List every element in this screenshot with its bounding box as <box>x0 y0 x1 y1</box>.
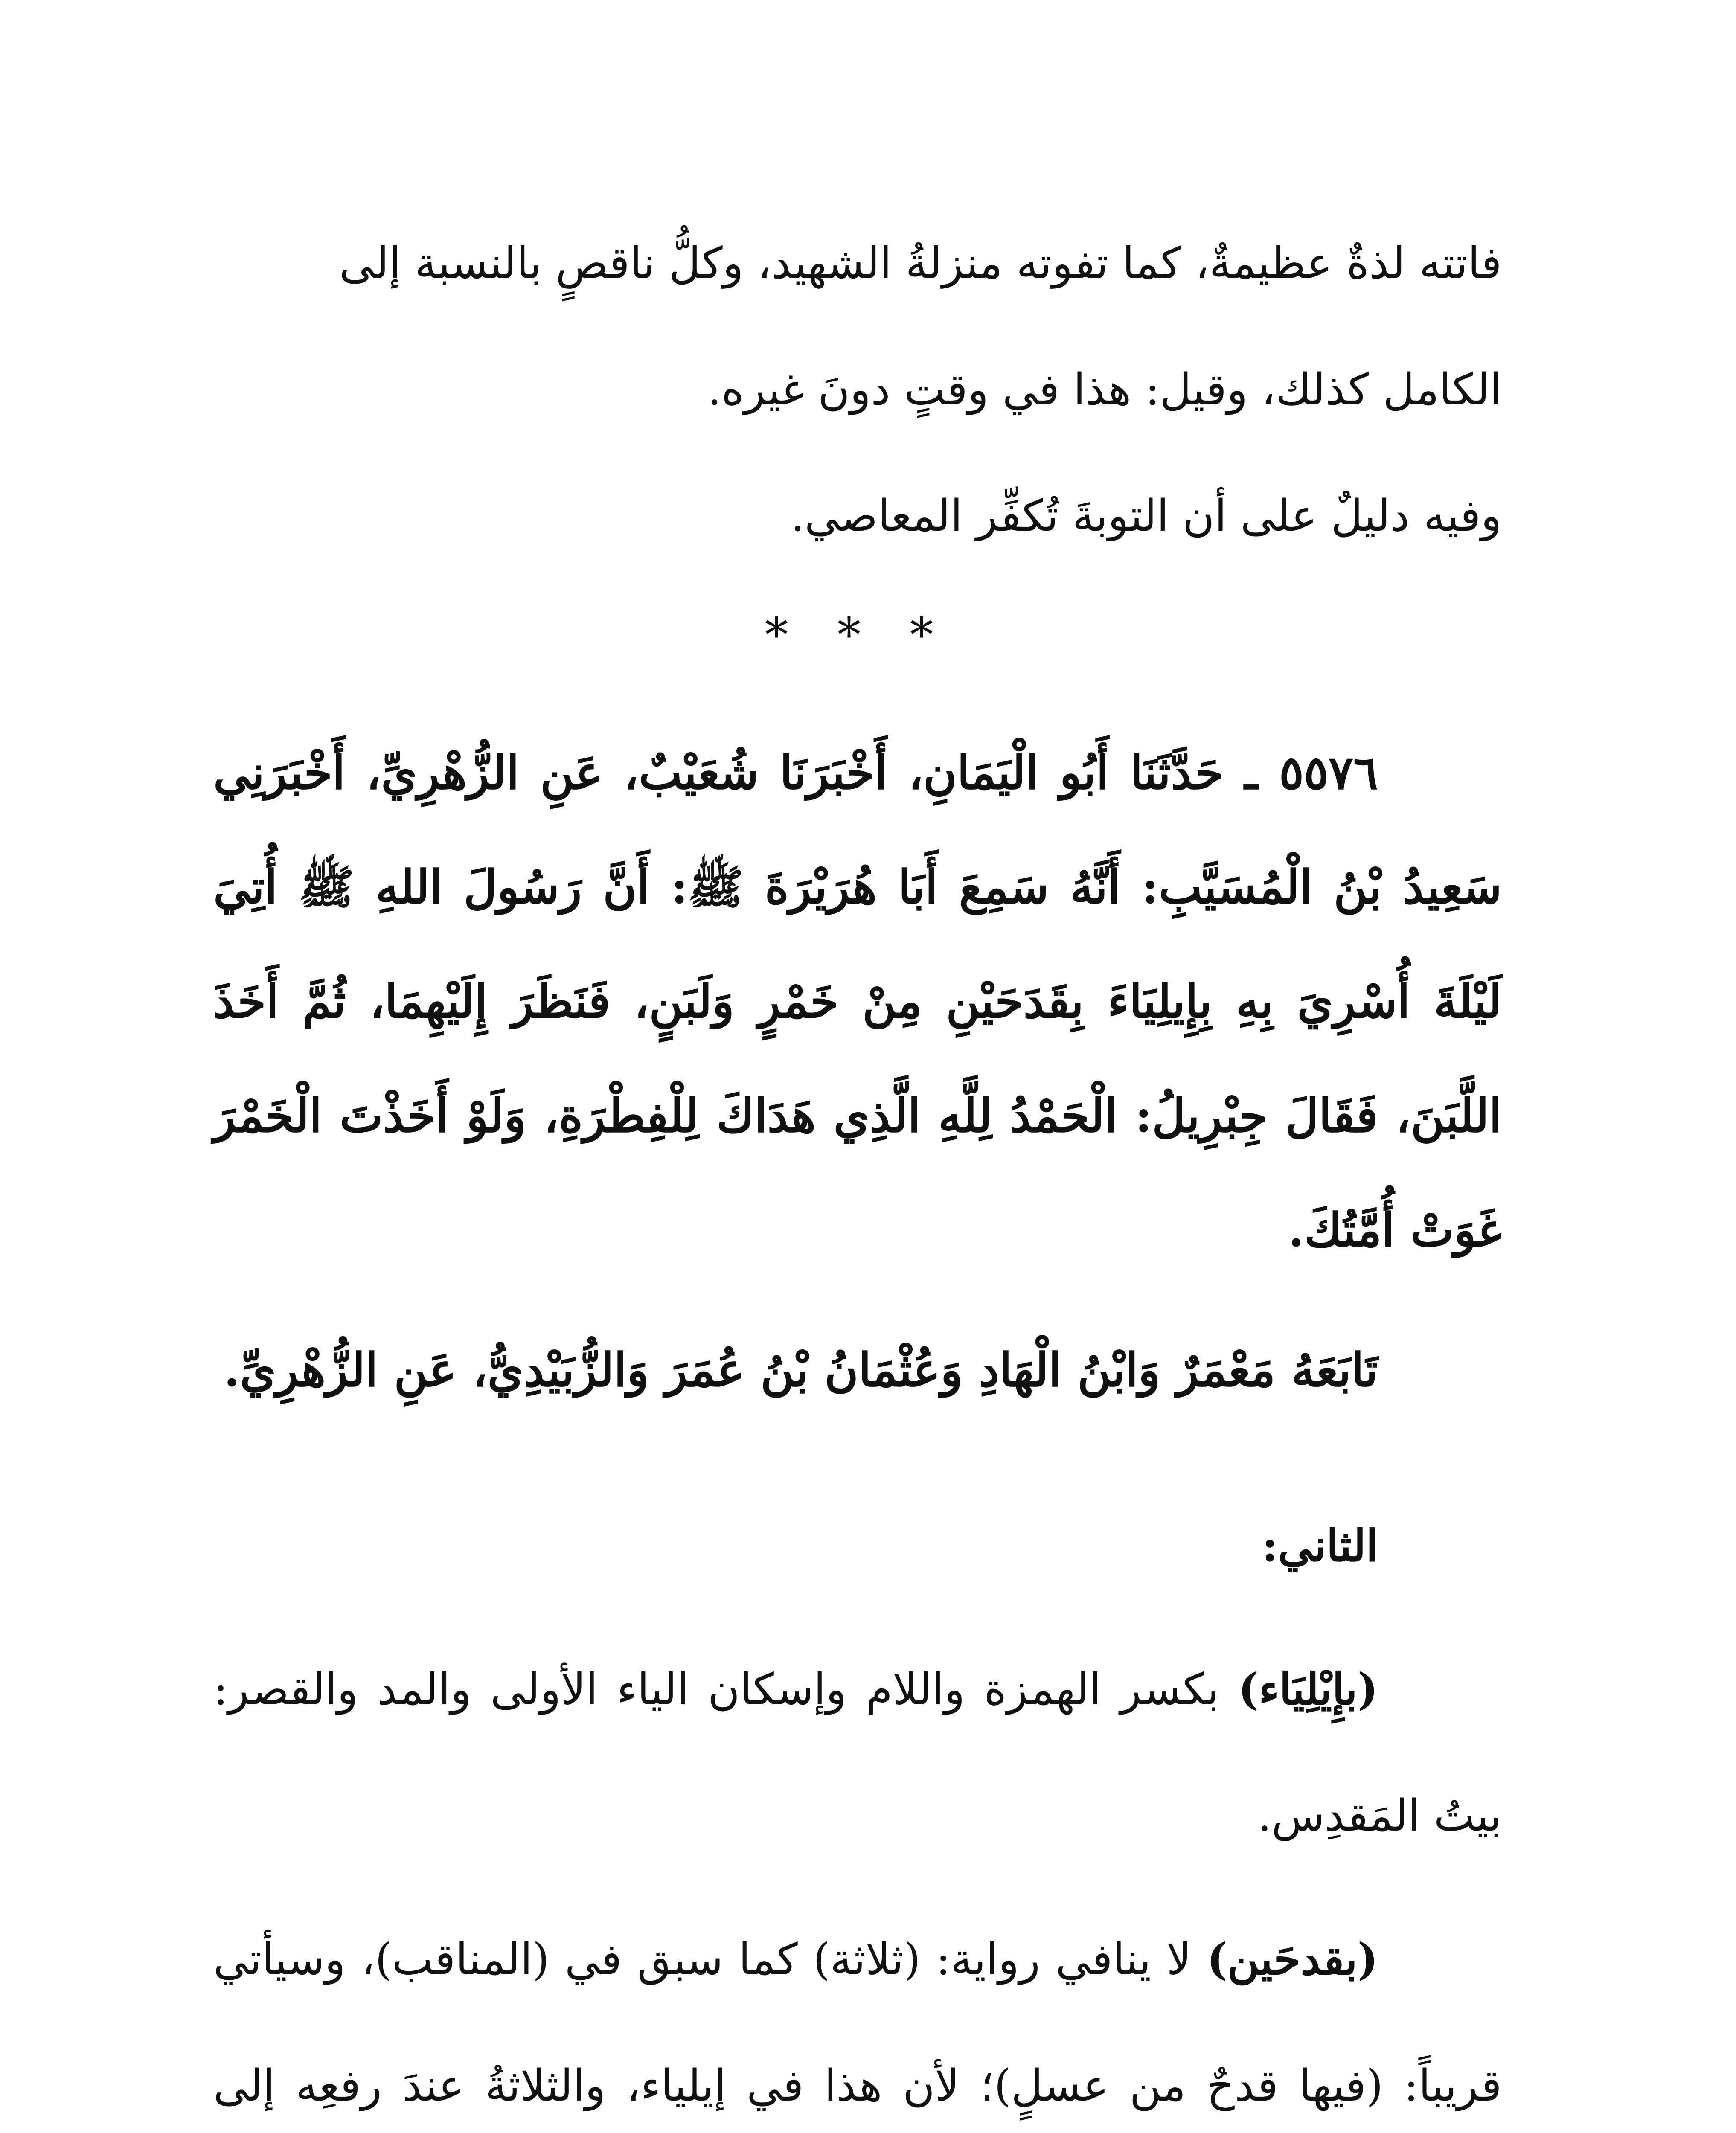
intro-line-1: فاتته لذةٌ عظيمةٌ، كما تفوته منزلةُ الشهيد، وكلُّ ناقصٍ بالنسبة إلى <box>339 238 1502 289</box>
commentary-term-1: (بإِيْلِيَاء) <box>1238 1664 1378 1715</box>
commentary-paragraph-2 <box>213 1896 1502 2133</box>
commentary-block <box>213 1483 1502 2133</box>
hadith-number: ٥٥٧٦ <box>1279 746 1378 800</box>
intro-line-3: وفيه دليلٌ على أن التوبةَ تُكفِّر المعاصي. <box>791 491 1502 541</box>
intro-line-2: الكامل كذلك، وقيل: هذا في وقتٍ دونَ غيره. <box>707 364 1502 415</box>
hadith-dash: ـ <box>1223 746 1279 800</box>
commentary-text-1: بكسر الهمزة واللام وإسكان الياء الأولى والمد والقصر: بيتُ المَقدِس. <box>213 1664 1502 1841</box>
hadith-block <box>213 716 1502 1427</box>
commentary-title: الثاني: <box>1262 1520 1378 1572</box>
intro-text <box>213 201 1502 579</box>
hadith-body: حَدَّثَنَا أَبُو الْيَمَانِ، أَخْبَرَنَا شُعَيْبٌ، عَنِ الزُّهْرِيِّ، أَخْبَرَنِي سَعِيدُ بْنُ الْمُسَيَّبِ: أَنَّهُ سَمِعَ أَبَا هُرَيْرَةَ ﷺ: أَنَّ رَسُولَ اللهِ ﷺ أُتِيَ لَيْلَةَ أُسْرِيَ بِهِ بِإِيلِيَاءَ بِقَدَحَيْنِ مِنْ خَمْرٍ وَلَبَنٍ، فَنَظَرَ إِلَيْهِمَا، ثُمَّ أَخَذَ اللَّبَنَ، فَقَالَ جِبْرِيلُ: الْحَمْدُ لِلَّهِ الَّذِي هَدَاكَ لِلْفِطْرَةِ، وَلَوْ أَخَذْتَ الْخَمْرَ غَوَتْ أُمَّتُكَ. <box>213 746 1502 1257</box>
commentary-text-2: لا ينافي رواية: (ثلاثة) كما سبق في (المناقب)، وسيأتي قريباً: (فيها قدحٌ من عسلٍ)؛ لأن هذا في إيلياء، والثلاثةُ عندَ رفعِه إلى <box>213 1934 1502 2111</box>
commentary-term-2: (بقدحَين) <box>1207 1934 1378 1985</box>
hadith-mutaba: تَابَعَهُ مَعْمَرٌ وَابْنُ الْهَادِ وَعُثْمَانُ بْنُ عُمَرَ وَالزُّبَيْدِيُّ، عَنِ الزُّهْرِيِّ. <box>224 1343 1378 1397</box>
book-page <box>213 201 1502 2133</box>
section-separator: * * * <box>765 607 951 662</box>
hadith-text <box>213 716 1502 1287</box>
commentary-paragraph-1 <box>213 1626 1502 1879</box>
